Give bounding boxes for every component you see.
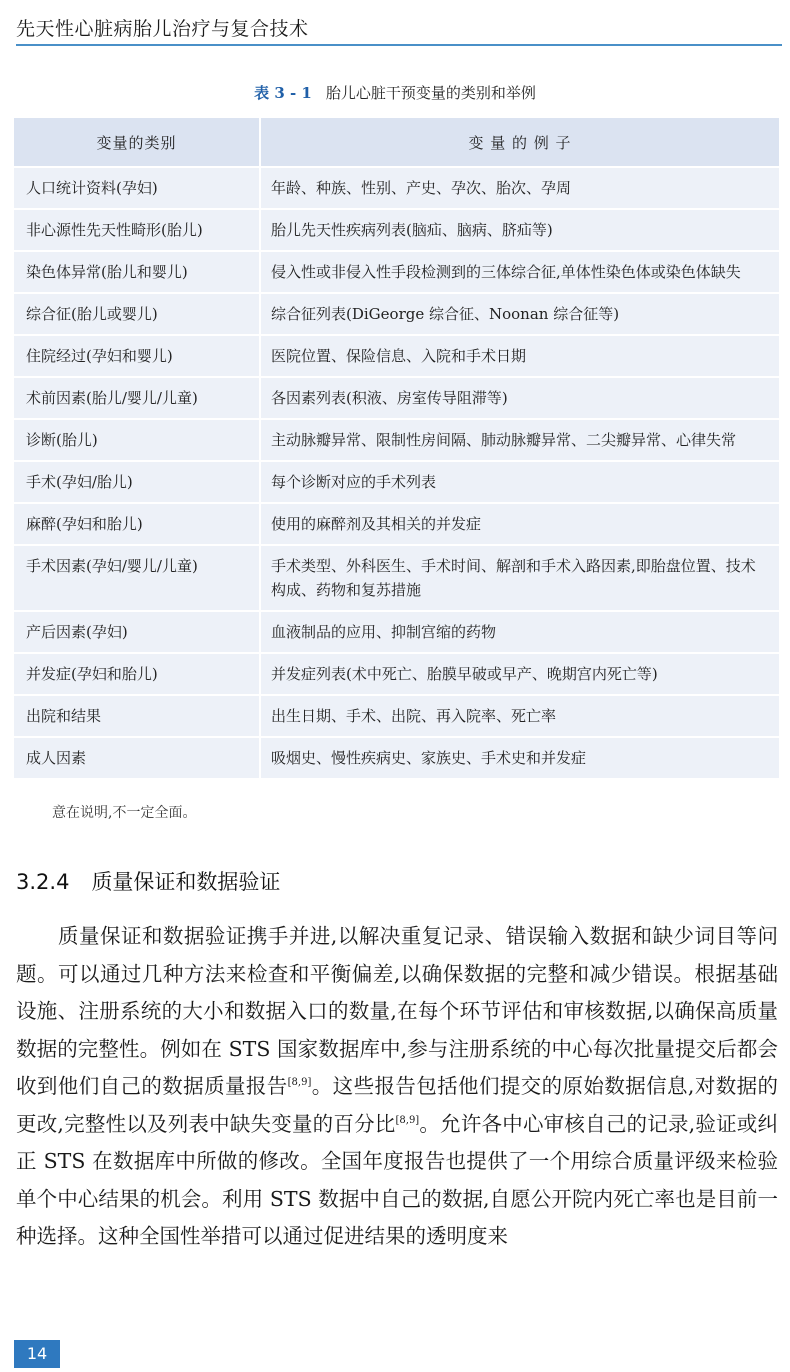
row-example: 医院位置、保险信息、入院和手术日期 [260,335,779,377]
row-example: 血液制品的应用、抑制宫缩的药物 [260,611,779,653]
row-example: 各因素列表(积液、房室传导阻滞等) [260,377,779,419]
table-header-row [14,118,779,167]
citation-ref: [8,9] [287,1077,312,1089]
row-category: 诊断(胎儿) [14,419,260,461]
row-example: 侵入性或非侵入性手段检测到的三体综合征,单体性染色体或染色体缺失 [260,251,779,293]
page-number: 14 [14,1340,60,1368]
section-heading [16,866,280,896]
row-example: 胎儿先天性疾病列表(脑疝、脑病、脐疝等) [260,209,779,251]
table-row [14,419,779,461]
row-example: 手术类型、外科医生、手术时间、解剖和手术入路因素,即胎盘位置、技术构成、药物和复苏措施 [260,545,779,611]
row-example: 吸烟史、慢性疾病史、家族史、手术史和并发症 [260,737,779,778]
row-category: 染色体异常(胎儿和婴儿) [14,251,260,293]
row-category: 术前因素(胎儿/婴儿/儿童) [14,377,260,419]
table-row [14,461,779,503]
row-example: 每个诊断对应的手术列表 [260,461,779,503]
row-category: 麻醉(孕妇和胎儿) [14,503,260,545]
row-category: 住院经过(孕妇和婴儿) [14,335,260,377]
table-note: 意在说明,不一定全面。 [52,805,197,821]
table-row [14,209,779,251]
row-category: 成人因素 [14,737,260,778]
body-paragraph [16,918,778,1256]
paragraph-text-1: 质量保证和数据验证携手并进,以解决重复记录、错误输入数据和缺少词目等问题。可以通过几种方法来检查和平衡偏差,以确保数据的完整和减少错误。根据基础设施、注册系统的大小和数据入口的数量,在每个环节评估和审核数据,以确保高质量数据的完整性。例如在 STS 国家数据库中,参与注册系统的中心每次批量提交后都会收到他们自己的数据质量报告 [16,924,778,1098]
row-category: 综合征(胎儿或婴儿) [14,293,260,335]
table-row [14,251,779,293]
row-category: 产后因素(孕妇) [14,611,260,653]
table-caption [0,82,790,103]
table-row [14,167,779,209]
row-example: 出生日期、手术、出院、再入院率、死亡率 [260,695,779,737]
section-title: 质量保证和数据验证 [91,870,281,894]
header-rule [16,44,782,46]
row-example: 年龄、种族、性别、产史、孕次、胎次、孕周 [260,167,779,209]
column-header-example: 变 量 的 例 子 [260,118,779,167]
row-example: 主动脉瓣异常、限制性房间隔、肺动脉瓣异常、二尖瓣异常、心律失常 [260,419,779,461]
row-example: 综合征列表(DiGeorge 综合征、Noonan 综合征等) [260,293,779,335]
row-category: 手术因素(孕妇/婴儿/儿童) [14,545,260,611]
table-row [14,737,779,778]
row-category: 并发症(孕妇和胎儿) [14,653,260,695]
row-category: 出院和结果 [14,695,260,737]
table-row [14,503,779,545]
table-body [14,167,779,778]
row-category: 非心源性先天性畸形(胎儿) [14,209,260,251]
paragraph-text-2: 。这些报告包括他们提交的原始数据信息,对数据的更改,完整性以及列表中缺失变量的百分比 [16,1074,779,1136]
column-header-category: 变量的类别 [14,118,260,167]
running-header: 先天性心脏病胎儿治疗与复合技术 [16,18,309,40]
paragraph-text-3: 。允许各中心审核自己的记录,验证或纠正 STS 在数据库中所做的修改。全国年度报告也提供了一个用综合质量评级来检验单个中心结果的机会。利用 STS 数据中自己的数据,自愿公开院内死亡率也是目前一种选择。这种全国性举措可以通过促进结果的透明度来 [16,1111,779,1248]
row-category: 人口统计资料(孕妇) [14,167,260,209]
table-row [14,545,779,611]
table-row [14,695,779,737]
table-row [14,335,779,377]
table-caption-title: 胎儿心脏干预变量的类别和举例 [325,84,536,102]
table-row [14,293,779,335]
citation-ref: [8,9] [395,1114,420,1126]
row-example: 使用的麻醉剂及其相关的并发症 [260,503,779,545]
table-row [14,377,779,419]
variables-table [14,118,779,778]
table-row [14,653,779,695]
section-number: 3.2.4 [16,870,70,894]
table-row [14,611,779,653]
row-category: 手术(孕妇/胎儿) [14,461,260,503]
table-caption-number: 表 3 - 1 [254,84,312,102]
row-example: 并发症列表(术中死亡、胎膜早破或早产、晚期宫内死亡等) [260,653,779,695]
